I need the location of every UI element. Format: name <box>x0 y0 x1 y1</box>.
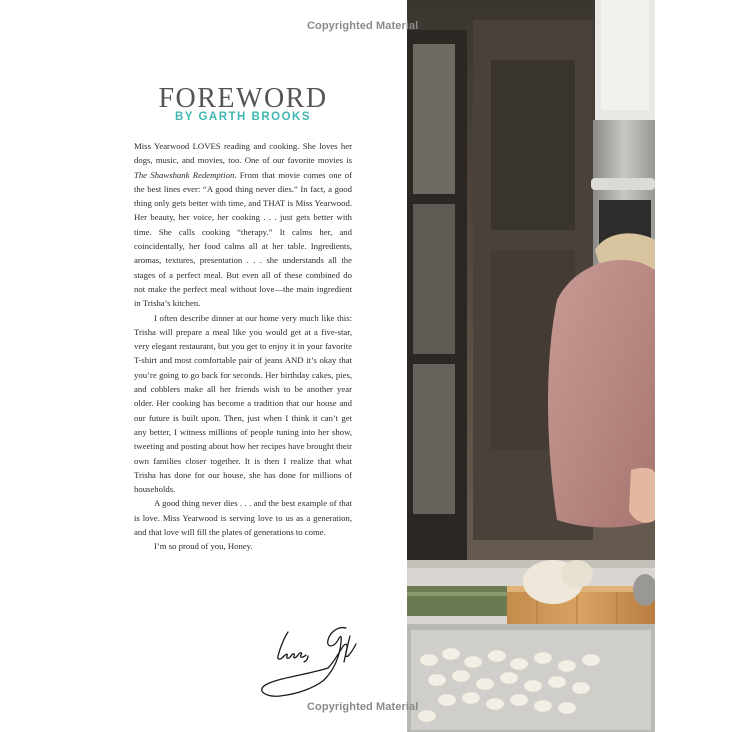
kitchen-photo <box>407 0 655 732</box>
paragraph-4: I’m so proud of you, Honey. <box>154 541 253 552</box>
movie-title: The Shawshank Redemption <box>134 169 235 180</box>
foreword-body <box>134 139 352 554</box>
copyright-watermark-bottom: Copyrighted Material <box>307 701 419 713</box>
handwritten-signature <box>258 622 360 700</box>
page-title: FOREWORD <box>158 82 328 114</box>
paragraph-1 <box>134 139 352 311</box>
copyright-watermark-top: Copyrighted Material <box>307 20 419 32</box>
paragraph-2: I often describe dinner at our home very much like this: Trisha will prepare a meal like you would get at a five-star, very elegant restaurant, but you get to enjoy it in your favorite T-shirt and most comfortable pair of jeans AND it’s okay that you’re going to go back for seconds. Her birthday cakes, pies, and cobblers make all her friends wish to be another year older. Her cooking has become a tradition that our house and our future is built upon. Then, just when I think it can’t get any better, I witness millions of people tuning into her show, tweeting and posting about how her recipes have brought their own families closer together. It is then I realize that what Trisha has done for our house, she has done for millions of households. <box>134 312 352 495</box>
paragraph-1-end: . From that movie comes one of the best lines ever: “A good thing never dies.” In fact, a good thing only gets better with time, and THAT is Miss Yearwood. Her beauty, her voice, her cooking . . . just gets better with time. She calls cooking “therapy.” It calms her, and coincidentally, her food calms all at her table. Ingredients, aromas, textures, presentation . . . she understands all the stages of a perfect meal. But even all of these combined do not make the perfect meal without love—the main ingredient in Trisha’s kitchen. <box>134 169 353 309</box>
paragraph-3: A good thing never dies . . . and the best example of that is love. Miss Yearwood is serving love to us as a generation, and that love will fill the plates of generations to come. <box>134 498 352 538</box>
paragraph-1-start: Miss Yearwood LOVES reading and cooking. She loves her dogs, music, and movies, too. One of our favorite movies is <box>134 141 352 166</box>
page-margin-right <box>655 0 732 732</box>
author-byline: BY GARTH BROOKS <box>174 111 312 123</box>
